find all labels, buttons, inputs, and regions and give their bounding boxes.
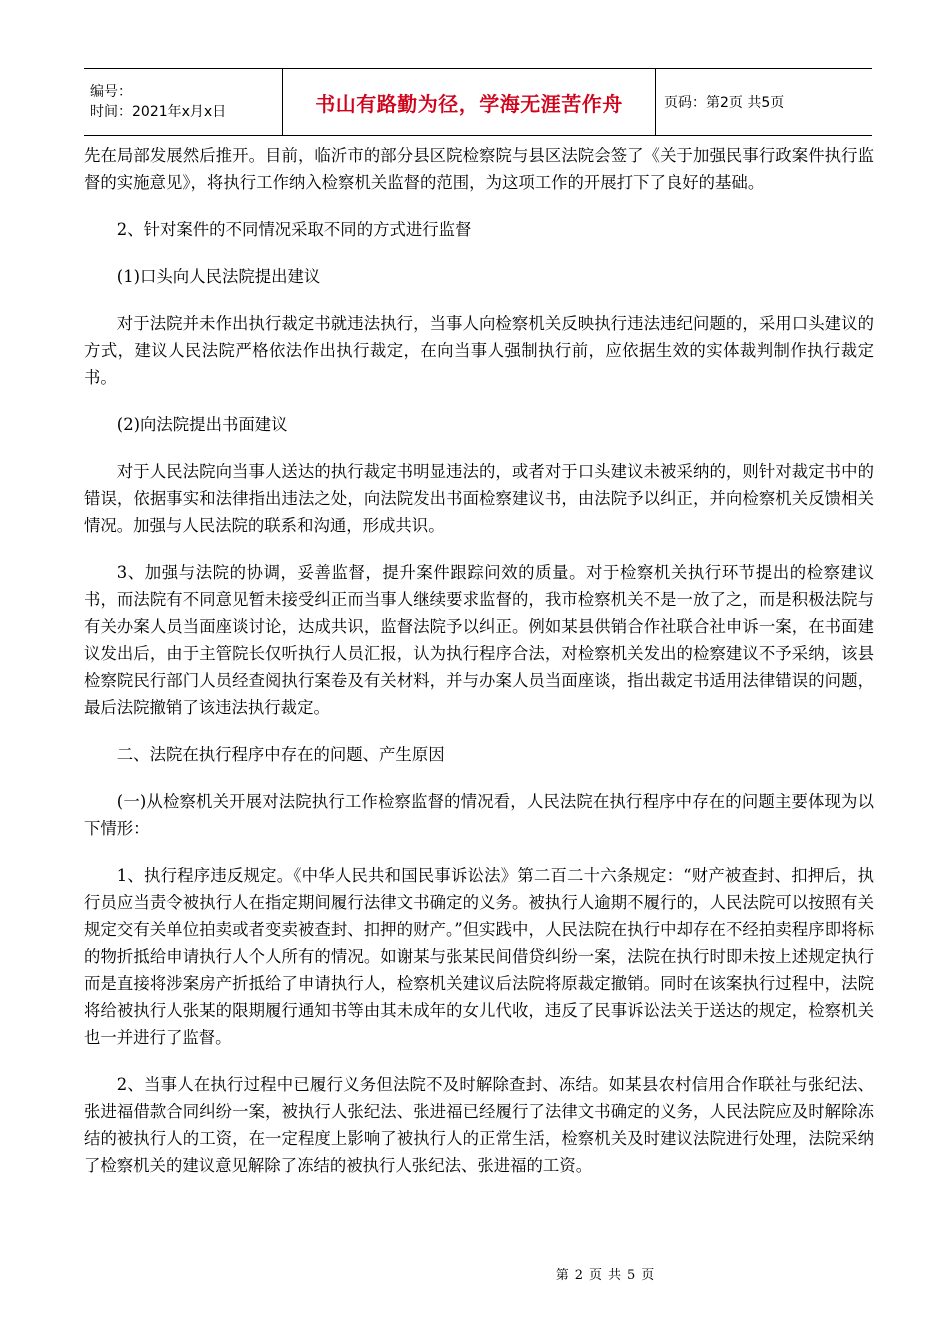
subsection-heading: (2)向法院提出书面建议 — [116, 415, 288, 434]
paragraph: 对于人民法院向当事人送达的执行裁定书明显违法的，或者对于口头建议未被采纳的，则针对裁定书中的错误，依据事实和法律指出违法之处，向法院发出书面检察建议书，由法院予以纠正，并向检察机关反馈相关情况。加强与人民法院的联系和沟通，形成共识。 — [84, 462, 874, 535]
document-number: 编号： — [90, 84, 132, 100]
paragraph: 1、执行程序违反规定。《中华人民共和国民事诉讼法》第二百二十六条规定：“财产被查封、扣押后，执行员应当责令被执行人在指定期间履行法律文书确定的义务。被执行人逾期不履行的，人民法院可以按照有关规定交有关单位拍卖或者变卖被查封、扣押的财产。”但实践中，人民法院在执行中却存在不经拍卖程序即将标的物折抵给申请执行人个人所有的情况。如谢某与张某民间借贷纠纷一案，法院在执行时即未按上述规定执行而是直接将涉案房产折抵给了申请执行人，检察机关建议后法院将原裁定撤销。同时在该案执行过程中，法院将给被执行人张某的限期履行通知书等由其未成年的女儿代收，违反了民事诉讼法关于送达的规定，检察机关也一并进行了监督。 — [84, 866, 874, 1047]
document-time: 时间：2021年x月x日 — [90, 104, 227, 120]
paragraph: 3、加强与法院的协调，妥善监督，提升案件跟踪问效的质量。对于检察机关执行环节提出的检察建议书，而法院有不同意见暂未接受纠正而当事人继续要求监督的，我市检察机关不是一放了之，而是积极法院与有关办案人员当面座谈讨论，达成共识，监督法院予以纠正。例如某县供销合作社联合社申诉一案，在书面建议发出后，由于主管院长仅听执行人员汇报，认为执行程序合法，对检察机关发出的检察建议不予采纳，该县检察院民行部门人员经查阅执行案卷及有关材料，并与办案人员当面座谈，指出裁定书适用法律错误的问题，最后法院撤销了该违法执行裁定。 — [84, 563, 874, 717]
section-heading: 二、法院在执行程序中存在的问题、产生原因 — [116, 745, 445, 764]
page-header — [84, 68, 872, 136]
header-page-number: 页码：第2页 共5页 — [664, 95, 785, 111]
header-motto-cell — [282, 69, 656, 135]
paragraph: 先在局部发展然后推开。目前，临沂市的部分县区院检察院与县区法院会签了《关于加强民事行政案件执行监督的实施意见》，将执行工作纳入检察机关监督的范围，为这项工作的开展打下了良好的基础。 — [84, 146, 874, 192]
paragraph: (一)从检察机关开展对法院执行工作检察监督的情况看，人民法院在执行程序中存在的问题主要体现为以下情形： — [84, 792, 874, 838]
page-footer — [0, 1264, 950, 1283]
section-heading: 2、针对案件的不同情况采取不同的方式进行监督 — [116, 220, 472, 239]
footer-ye: 页 — [588, 1268, 602, 1283]
paragraph: 对于法院并未作出执行裁定书就违法执行，当事人向检察机关反映执行违法违纪问题的，采用口头建议的方式，建议人民法院严格依法作出执行裁定，在向当事人强制执行前，应依据生效的实体裁判制作执行裁定书。 — [84, 314, 874, 387]
subsection-heading: (1)口头向人民法院提出建议 — [116, 267, 321, 286]
footer-di: 第 — [555, 1268, 569, 1283]
header-page-cell — [656, 69, 872, 135]
header-meta — [84, 69, 282, 135]
footer-gong: 共 — [608, 1268, 622, 1283]
footer-total-pages: 5 — [627, 1268, 636, 1283]
footer-page-number: 2 — [574, 1268, 583, 1283]
document-body — [84, 142, 874, 1179]
header-motto: 书山有路勤为径，学海无涯苦作舟 — [315, 91, 623, 116]
paragraph: 2、当事人在执行过程中已履行义务但法院不及时解除查封、冻结。如某县农村信用合作联社与张纪法、张进福借款合同纠纷一案，被执行人张纪法、张进福已经履行了法律文书确定的义务，人民法院应及时解除冻结的被执行人的工资，在一定程度上影响了被执行人的正常生活，检察机关及时建议法院进行处理，法院采纳了检察机关的建议意见解除了冻结的被执行人张纪法、张进福的工资。 — [84, 1075, 874, 1175]
footer-ye-total: 页 — [641, 1268, 655, 1283]
